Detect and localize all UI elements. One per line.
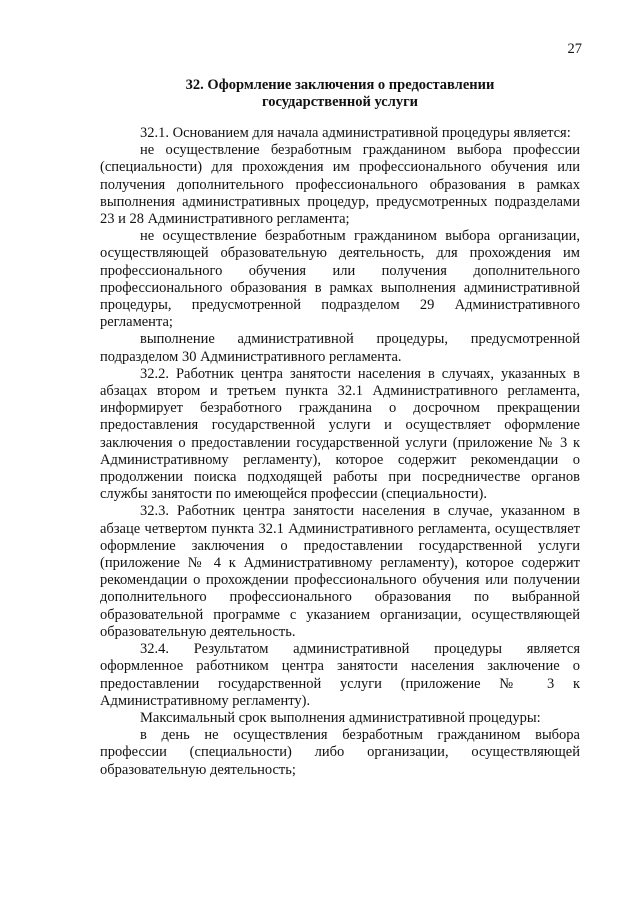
document-body: [100, 125, 580, 779]
paragraph-item-third: выполнение административной процедуры, предусмотренной подразделом 30 Административного регламента.: [100, 331, 580, 365]
paragraph-32-3: 32.3. Работник центра занятости населения в случае, указанном в абзаце четвертом пункта 32.1 Административного регламента, осуществляет оформление заключения о предоставлении государственной услуги (приложение № 4 к Административному регламенту), которое содержит рекомендации о прохождении профессионального обучения или получении дополнительного профессионального образования по выбранной образовательной программе с указанием организации, осуществляющей образовательную деятельность.: [100, 503, 580, 640]
paragraph-max-term: Максимальный срок выполнения административной процедуры:: [140, 709, 541, 726]
paragraph-32-4: 32.4. Результатом административной процедуры является оформленное работником центра занятости населения заключение о предоставлении государственной услуги (приложение № 3 к Административному регламенту).: [100, 641, 580, 709]
section-title: [100, 77, 580, 111]
paragraph-term-item: в день не осуществления безработным гражданином выбора профессии (специальности) либо организации, осуществляющей образовательную деятельность;: [100, 727, 580, 778]
paragraph-item-first: не осуществление безработным гражданином выбора профессии (специальности) для прохождения им профессионального обучения или получения дополнительного профессионального образования в рамках выполнения административных процедур, предусмотренных подразделами 23 и 28 Административного регламента;: [100, 142, 580, 228]
paragraph-item-second: не осуществление безработным гражданином выбора организации, осуществляющей образовательную деятельность, для прохождения им профессионального обучения или получения дополнительного профессионального образования в рамках выполнения административной процедуры, предусмотренной подразделом 29 Административного регламента;: [100, 228, 580, 331]
page-number: 27: [567, 41, 582, 57]
section-title-line-2: государственной услуги: [261, 94, 419, 110]
section-title-line-1: 32. Оформление заключения о предоставлении: [185, 77, 495, 93]
paragraph-32-2: 32.2. Работник центра занятости населения в случаях, указанных в абзацах втором и третьем пункта 32.1 Административного регламента, информирует безработного гражданина о досрочном прекращении предоставления государственной услуги и осуществляет оформление заключения о предоставлении государственной услуги (приложение № 3 к Административному регламенту), которое содержит рекомендации о продолжении поиска подходящей работы при посредничестве органов службы занятости по имеющейся профессии (специальности).: [100, 365, 580, 503]
paragraph-32-1: 32.1. Основанием для начала административной процедуры является:: [140, 125, 571, 141]
